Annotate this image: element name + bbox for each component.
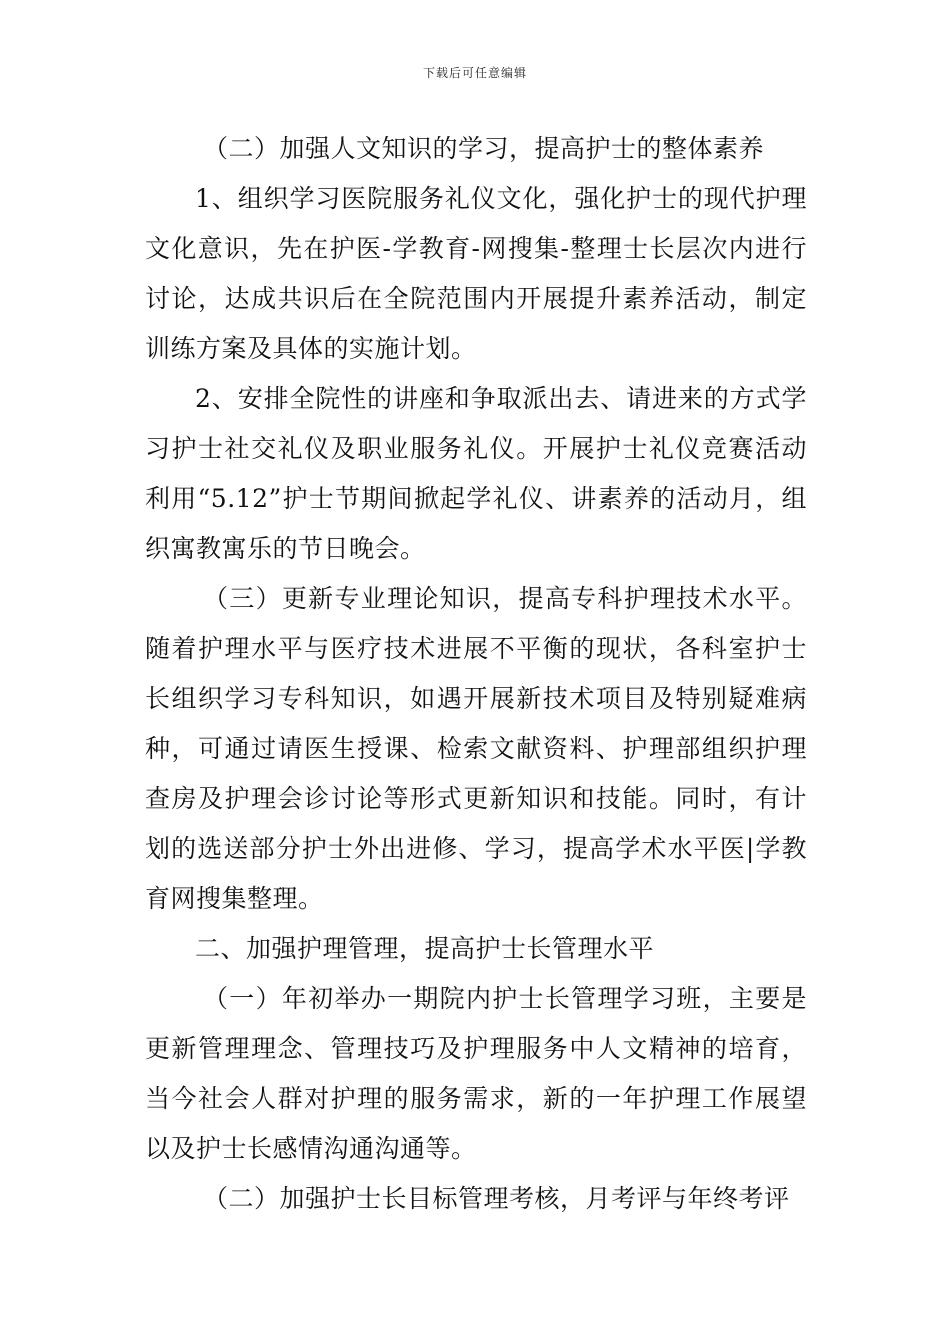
- document-body: [145, 124, 807, 1224]
- paragraph-professional-knowledge: （三）更新专业理论知识，提高专科护理技术水平。随着护理水平与医疗技术进展不平衡的现状，各科室护士长组织学习专科知识，如遇开展新技术项目及特别疑难病种，可通过请医生授课、检索文献资料、护理部组织护理查房及护理会诊讨论等形式更新知识和技能。同时，有计划的选送部分护士外出进修、学习，提高学术水平医|学教育网搜集整理。: [145, 584, 807, 913]
- section-heading-humanities: （二）加强人文知识的学习，提高护士的整体素养: [203, 134, 765, 163]
- page-header-note: 下载后可任意编辑: [422, 66, 527, 80]
- paragraph-etiquette-culture: 1、组织学习医院服务礼仪文化，强化护士的现代护理文化意识，先在护医-学教育-网搜集-整理士长层次内进行讨论，达成共识后在全院范围内开展提升素养活动，制定训练方案及具体的实施计划。: [145, 184, 807, 363]
- paragraph-lectures-etiquette: 2、安排全院性的讲座和争取派出去、请进来的方式学习护士社交礼仪及职业服务礼仪。开展护士礼仪竞赛活动利用“5.12”护士节期间掀起学礼仪、讲素养的活动月，组织寓教寓乐的节日晚会。: [145, 384, 807, 563]
- section-heading-nursing-management: 二、加强护理管理，提高护士长管理水平: [195, 934, 655, 963]
- paragraph-head-nurse-training: （一）年初举办一期院内护士长管理学习班，主要是更新管理理念、管理技巧及护理服务中人文精神的培育，当今社会人群对护理的服务需求，新的一年护理工作展望以及护士长感情沟通沟通等。: [145, 984, 807, 1163]
- paragraph-target-management: （二）加强护士长目标管理考核，月考评与年终考评: [203, 1184, 790, 1213]
